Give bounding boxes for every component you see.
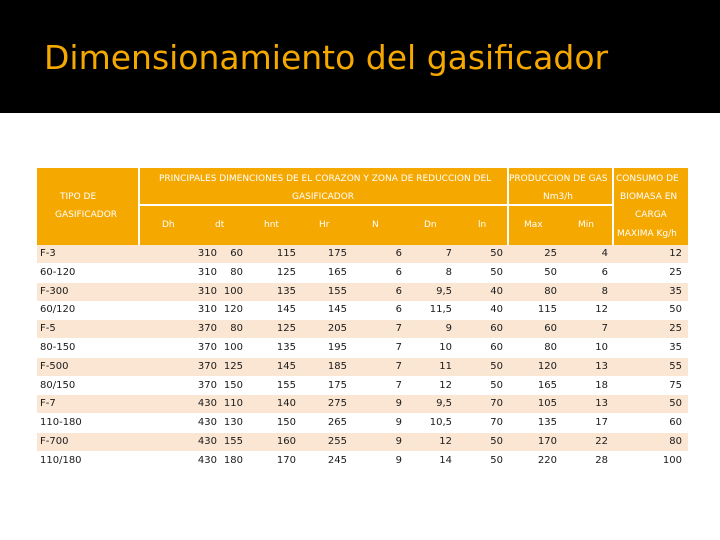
header-consumo-line4: MAXIMA Kg/h [617, 229, 677, 239]
row-name: F-7 [40, 398, 56, 410]
cell-max: 60 [544, 323, 557, 335]
cell-hnt: 115 [276, 248, 296, 259]
cell-consumo: 55 [669, 360, 682, 372]
cell-consumo: 12 [669, 248, 682, 259]
cell-hr: 165 [327, 266, 347, 278]
cell-min: 22 [595, 436, 608, 447]
table-row [37, 452, 688, 470]
table-row [37, 283, 688, 301]
row-name: F-3 [40, 248, 56, 259]
cell-max: 120 [537, 360, 557, 372]
cell-hnt: 145 [276, 360, 296, 372]
cell-n: 9 [395, 454, 402, 466]
header-divider-sub [139, 204, 612, 206]
cell-hnt: 170 [276, 454, 296, 466]
cell-max: 220 [537, 454, 557, 466]
cell-dt: 80 [230, 323, 243, 335]
table-header [37, 168, 688, 245]
cell-min: 8 [601, 285, 608, 297]
cell-max: 165 [537, 379, 557, 391]
cell-dn: 12 [439, 379, 452, 391]
cell-hr: 195 [327, 342, 347, 353]
header-hr: Hr [319, 220, 330, 230]
cell-hr: 175 [327, 379, 347, 391]
cell-dn: 10 [439, 342, 452, 353]
header-tipo-line1: TIPO DE [60, 192, 97, 202]
cell-max: 80 [544, 285, 557, 297]
header-ln: ln [478, 220, 487, 230]
header-consumo-line3: CARGA [635, 210, 667, 220]
header-min: Min [578, 220, 594, 230]
cell-hnt: 150 [276, 417, 296, 429]
title-bar [0, 0, 720, 113]
cell-consumo: 35 [669, 342, 682, 353]
cell-n: 6 [395, 304, 402, 316]
cell-max: 135 [537, 417, 557, 429]
table-row [37, 301, 688, 319]
row-name: F-5 [40, 323, 56, 335]
cell-n: 7 [395, 360, 402, 372]
header-produccion-line1: PRODUCCION DE GAS [509, 174, 608, 184]
row-name: 80/150 [40, 379, 76, 391]
header-dt: dt [215, 220, 225, 230]
cell-max: 105 [537, 398, 557, 410]
cell-consumo: 80 [669, 436, 682, 447]
cell-consumo: 100 [662, 454, 682, 466]
header-dn: Dn [424, 220, 437, 230]
cell-hnt: 145 [276, 304, 296, 316]
cell-hnt: 125 [276, 266, 296, 278]
row-name: 110-180 [40, 417, 82, 429]
header-divider-consumo [612, 168, 614, 245]
cell-dh: 370 [197, 379, 217, 391]
row-name: F-300 [40, 285, 69, 297]
table-row [37, 245, 688, 263]
cell-max: 170 [537, 436, 557, 447]
cell-dt: 60 [230, 248, 243, 259]
cell-hr: 205 [327, 323, 347, 335]
cell-hnt: 140 [276, 398, 296, 410]
cell-hnt: 125 [276, 323, 296, 335]
cell-ln: 70 [490, 398, 503, 410]
cell-dt: 180 [223, 454, 243, 466]
row-name: 60-120 [40, 266, 76, 278]
header-hnt: hnt [264, 220, 279, 230]
cell-consumo: 50 [669, 398, 682, 410]
cell-ln: 60 [490, 342, 503, 353]
cell-dt: 130 [223, 417, 243, 429]
table-row [37, 264, 688, 282]
table-row [37, 339, 688, 357]
cell-min: 6 [601, 266, 608, 278]
cell-dh: 310 [197, 248, 217, 259]
table-row [37, 433, 688, 451]
row-name: F-700 [40, 436, 69, 447]
cell-n: 7 [395, 323, 402, 335]
cell-min: 7 [601, 323, 608, 335]
header-divider-left [138, 168, 140, 245]
cell-min: 13 [595, 360, 608, 372]
cell-consumo: 35 [669, 285, 682, 297]
cell-dh: 430 [197, 398, 217, 410]
cell-dt: 80 [230, 266, 243, 278]
cell-hr: 275 [327, 398, 347, 410]
cell-ln: 50 [490, 248, 503, 259]
cell-dn: 8 [445, 266, 452, 278]
cell-ln: 50 [490, 454, 503, 466]
cell-hr: 145 [327, 304, 347, 316]
cell-ln: 50 [490, 436, 503, 447]
cell-dh: 430 [197, 417, 217, 429]
cell-dt: 100 [223, 285, 243, 297]
table-row [37, 395, 688, 413]
header-tipo-line2: GASIFICADOR [55, 210, 118, 220]
header-consumo-line1: CONSUMO DE [616, 174, 679, 184]
cell-hr: 255 [327, 436, 347, 447]
cell-min: 4 [601, 248, 608, 259]
cell-ln: 50 [490, 360, 503, 372]
cell-dn: 9 [445, 323, 452, 335]
cell-dt: 110 [223, 398, 243, 410]
cell-hr: 175 [327, 248, 347, 259]
cell-consumo: 50 [669, 304, 682, 316]
cell-hnt: 160 [276, 436, 296, 447]
table-row [37, 414, 688, 432]
cell-dt: 125 [223, 360, 243, 372]
cell-hnt: 155 [276, 379, 296, 391]
cell-dh: 430 [197, 436, 217, 447]
cell-dt: 120 [223, 304, 243, 316]
cell-hr: 185 [327, 360, 347, 372]
cell-ln: 50 [490, 266, 503, 278]
header-principales-line1: PRINCIPALES DIMENCIONES DE EL CORAZON Y ZONA DE REDUCCION DEL [159, 174, 492, 184]
table-row [37, 358, 688, 376]
cell-min: 17 [595, 417, 608, 429]
cell-ln: 60 [490, 323, 503, 335]
cell-n: 6 [395, 266, 402, 278]
cell-dh: 430 [197, 454, 217, 466]
cell-dn: 9,5 [436, 398, 452, 410]
cell-n: 9 [395, 417, 402, 429]
cell-n: 9 [395, 398, 402, 410]
header-divider-prod [507, 168, 509, 245]
cell-dn: 9,5 [436, 285, 452, 297]
table-row [37, 320, 688, 338]
cell-n: 9 [395, 436, 402, 447]
header-dh: Dh [162, 220, 175, 230]
cell-dn: 12 [439, 436, 452, 447]
header-max: Max [524, 220, 543, 230]
cell-max: 80 [544, 342, 557, 353]
row-name: 60/120 [40, 304, 76, 316]
header-produccion-line2: Nm3/h [543, 192, 573, 202]
cell-dt: 155 [223, 436, 243, 447]
slide-title: Dimensionamiento del gasificador [44, 38, 609, 77]
cell-dh: 370 [197, 342, 217, 353]
cell-consumo: 25 [669, 266, 682, 278]
cell-n: 7 [395, 342, 402, 353]
cell-hr: 245 [327, 454, 347, 466]
cell-dn: 10,5 [429, 417, 452, 429]
table-row [37, 377, 688, 395]
cell-dt: 100 [223, 342, 243, 353]
row-name: F-500 [40, 360, 69, 372]
cell-ln: 40 [490, 285, 503, 297]
cell-n: 7 [395, 379, 402, 391]
header-consumo-line2: BIOMASA EN [620, 192, 678, 202]
cell-max: 25 [544, 248, 557, 259]
cell-dn: 11 [439, 360, 452, 372]
cell-max: 115 [537, 304, 557, 316]
cell-ln: 50 [490, 379, 503, 391]
cell-min: 28 [595, 454, 608, 466]
cell-dh: 310 [197, 266, 217, 278]
cell-hnt: 135 [276, 342, 296, 353]
cell-n: 6 [395, 248, 402, 259]
cell-hr: 155 [327, 285, 347, 297]
cell-hnt: 135 [276, 285, 296, 297]
cell-dn: 7 [445, 248, 452, 259]
cell-dh: 370 [197, 360, 217, 372]
cell-dh: 370 [197, 323, 217, 335]
cell-consumo: 75 [669, 379, 682, 391]
cell-consumo: 25 [669, 323, 682, 335]
cell-ln: 40 [490, 304, 503, 316]
cell-min: 18 [595, 379, 608, 391]
cell-ln: 70 [490, 417, 503, 429]
row-name: 80-150 [40, 342, 76, 353]
cell-min: 10 [595, 342, 608, 353]
cell-dh: 310 [197, 304, 217, 316]
header-principales-line2: GASIFICADOR [292, 192, 355, 202]
header-n: N [372, 220, 379, 230]
cell-n: 6 [395, 285, 402, 297]
cell-max: 50 [544, 266, 557, 278]
cell-dt: 150 [223, 379, 243, 391]
cell-dn: 14 [439, 454, 452, 466]
cell-min: 12 [595, 304, 608, 316]
cell-hr: 265 [327, 417, 347, 429]
cell-dn: 11,5 [429, 304, 452, 316]
cell-dh: 310 [197, 285, 217, 297]
cell-consumo: 60 [669, 417, 682, 429]
cell-min: 13 [595, 398, 608, 410]
row-name: 110/180 [40, 454, 82, 466]
